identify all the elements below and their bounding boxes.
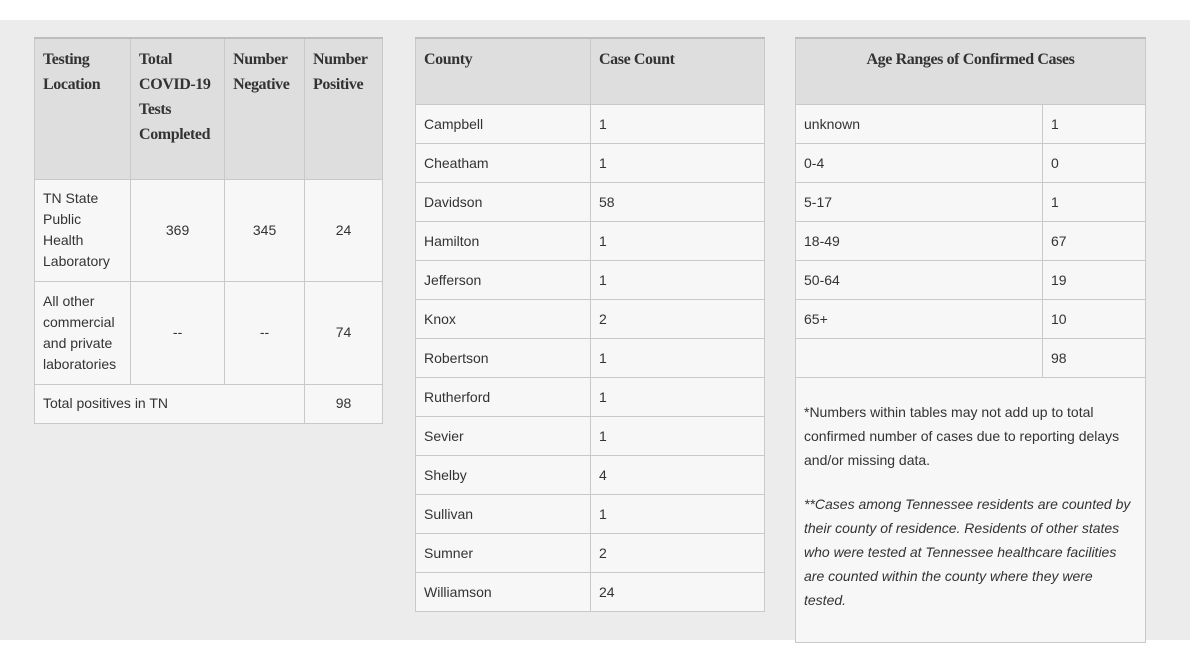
county-cell: Shelby <box>416 455 591 494</box>
age-count-cell: 10 <box>1043 299 1146 338</box>
negative-cell: -- <box>225 281 305 384</box>
age-count-cell: 19 <box>1043 260 1146 299</box>
note-county-residence: **Cases among Tennessee residents are counted by their county of residence. Residents of other states who were tested at Tennessee healthcare facilities are counted within the county where they were tested. <box>804 495 1131 608</box>
location-cell: All other commercial and private laboratories <box>35 281 131 384</box>
age-range-cell: 65+ <box>796 299 1043 338</box>
age-count-cell: 67 <box>1043 221 1146 260</box>
count-cell: 1 <box>591 338 765 377</box>
age-range-cell: unknown <box>796 104 1043 143</box>
count-cell: 1 <box>591 104 765 143</box>
notes-cell <box>796 377 1146 642</box>
county-cell: Hamilton <box>416 221 591 260</box>
county-cell: Williamson <box>416 572 591 611</box>
age-count-cell: 98 <box>1043 338 1146 377</box>
testing-header-row <box>35 38 383 179</box>
age-range-cell <box>796 338 1043 377</box>
table-row <box>796 182 1146 221</box>
count-cell: 1 <box>591 143 765 182</box>
age-count-cell: 1 <box>1043 104 1146 143</box>
age-range-cell: 5-17 <box>796 182 1043 221</box>
county-cell: Cheatham <box>416 143 591 182</box>
table-row <box>35 179 383 281</box>
county-cell: Campbell <box>416 104 591 143</box>
header-testing-location: Testing Location <box>35 38 131 179</box>
table-row <box>416 299 765 338</box>
header-number-negative: Number Negative <box>225 38 305 179</box>
count-cell: 24 <box>591 572 765 611</box>
table-row <box>416 143 765 182</box>
total-cell: -- <box>131 281 225 384</box>
count-cell: 2 <box>591 533 765 572</box>
total-label: Total positives in TN <box>35 384 305 423</box>
count-cell: 1 <box>591 221 765 260</box>
table-row <box>416 260 765 299</box>
table-row <box>35 281 383 384</box>
header-total-tests: Total COVID-19 Tests Completed <box>131 38 225 179</box>
table-row <box>796 143 1146 182</box>
total-positive-cell: 98 <box>305 384 383 423</box>
age-count-cell: 0 <box>1043 143 1146 182</box>
table-row <box>796 260 1146 299</box>
county-cell: Knox <box>416 299 591 338</box>
age-range-cell: 0-4 <box>796 143 1043 182</box>
count-cell: 1 <box>591 260 765 299</box>
total-row <box>35 384 383 423</box>
county-cell: Sumner <box>416 533 591 572</box>
table-row <box>796 338 1146 377</box>
county-cell: Rutherford <box>416 377 591 416</box>
positive-cell: 74 <box>305 281 383 384</box>
table-row <box>796 299 1146 338</box>
table-row <box>416 104 765 143</box>
header-county: County <box>416 38 591 104</box>
header-number-positive: Number Positive <box>305 38 383 179</box>
table-row <box>416 533 765 572</box>
table-row <box>416 494 765 533</box>
table-row <box>416 455 765 494</box>
age-range-cell: 18-49 <box>796 221 1043 260</box>
count-cell: 4 <box>591 455 765 494</box>
age-count-cell: 1 <box>1043 182 1146 221</box>
county-table <box>415 37 765 612</box>
table-row <box>416 416 765 455</box>
count-cell: 2 <box>591 299 765 338</box>
county-header-row <box>416 38 765 104</box>
negative-cell: 345 <box>225 179 305 281</box>
count-cell: 1 <box>591 416 765 455</box>
header-age-ranges: Age Ranges of Confirmed Cases <box>796 38 1146 104</box>
table-row <box>416 182 765 221</box>
testing-table <box>34 37 383 424</box>
table-row <box>416 221 765 260</box>
county-cell: Sevier <box>416 416 591 455</box>
total-cell: 369 <box>131 179 225 281</box>
table-row <box>416 338 765 377</box>
age-header-row <box>796 38 1146 104</box>
county-cell: Sullivan <box>416 494 591 533</box>
count-cell: 58 <box>591 182 765 221</box>
county-cell: Davidson <box>416 182 591 221</box>
table-row <box>796 221 1146 260</box>
county-cell: Jefferson <box>416 260 591 299</box>
table-row <box>796 104 1146 143</box>
county-cell: Robertson <box>416 338 591 377</box>
location-cell: TN State Public Health Laboratory <box>35 179 131 281</box>
note-reporting-delays: *Numbers within tables may not add up to total confirmed number of cases due to reporting delays and/or missing data. <box>804 403 1120 468</box>
age-table <box>795 37 1146 643</box>
count-cell: 1 <box>591 494 765 533</box>
table-row <box>416 377 765 416</box>
positive-cell: 24 <box>305 179 383 281</box>
header-case-count: Case Count <box>591 38 765 104</box>
notes-row <box>796 377 1146 642</box>
age-range-cell: 50-64 <box>796 260 1043 299</box>
count-cell: 1 <box>591 377 765 416</box>
table-row <box>416 572 765 611</box>
